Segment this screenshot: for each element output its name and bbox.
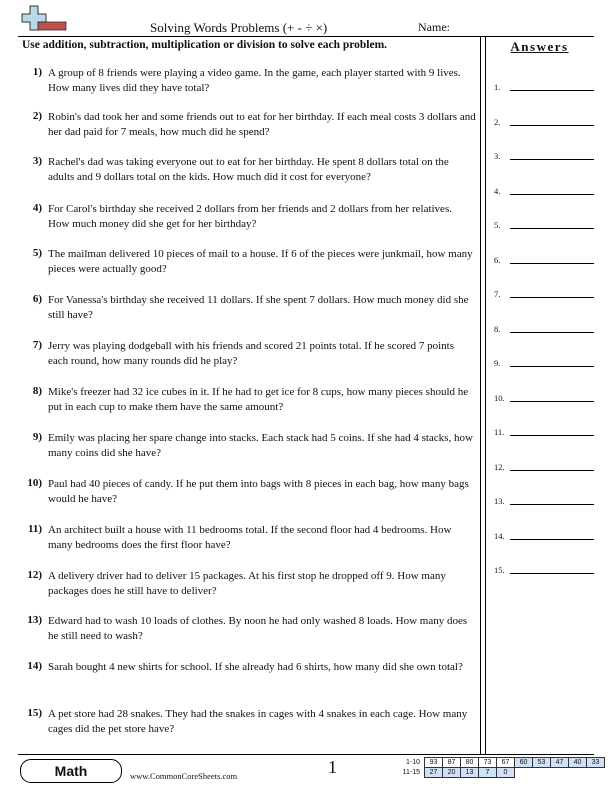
score-empty-cell (551, 768, 569, 778)
answer-line-8[interactable] (494, 320, 594, 334)
answer-line-10[interactable] (494, 389, 594, 403)
question-number: 9) (32, 431, 42, 443)
answer-line-15[interactable] (494, 561, 594, 575)
question-text: Paul had 40 pieces of candy. If he put them into bags with 8 pieces in each bag, how many bags would he have? (48, 478, 469, 505)
answer-line-9[interactable] (494, 354, 594, 368)
answer-blank[interactable] (510, 194, 594, 195)
score-table (398, 757, 605, 778)
answer-line-12[interactable] (494, 458, 594, 472)
answer-number: 12. (494, 462, 505, 472)
score-empty-cell (533, 768, 551, 778)
column-divider (480, 36, 486, 754)
answer-number: 9. (494, 358, 501, 368)
question-number: 8) (32, 385, 42, 397)
question-number: 3) (32, 155, 42, 167)
question-text: Sarah bought 4 new shirts for school. If she already had 6 shirts, how many did she own total? (48, 661, 463, 673)
answer-line-2[interactable] (494, 113, 594, 127)
question-text: Emily was placing her spare change into stacks. Each stack had 5 coins. If she had 4 stacks, how many coins did she have? (48, 432, 473, 459)
question-number: 2) (32, 110, 42, 122)
answer-blank[interactable] (510, 539, 594, 540)
answer-number: 11. (494, 427, 505, 437)
website-url: www.CommonCoreSheets.com (130, 771, 238, 781)
answer-blank[interactable] (510, 297, 594, 298)
question-number: 1) (32, 66, 42, 78)
question-number: 15) (27, 707, 42, 719)
answer-line-5[interactable] (494, 216, 594, 230)
answer-line-6[interactable] (494, 251, 594, 265)
question-text: Robin's dad took her and some friends out to eat for her birthday. If each meal costs 3 dollars and her dad paid for 7 meals, how much did he spend? (48, 111, 476, 138)
score-cell: 67 (497, 758, 515, 768)
score-cell: 87 (443, 758, 461, 768)
question-number: 10) (27, 477, 42, 489)
score-cell: 80 (461, 758, 479, 768)
score-empty-cell (515, 768, 533, 778)
answer-line-11[interactable] (494, 423, 594, 437)
question-text: Edward had to wash 10 loads of clothes. By noon he had only washed 8 loads. How many does he still need to wash? (48, 615, 468, 642)
score-row-1-10 (398, 758, 605, 768)
score-cell: 93 (425, 758, 443, 768)
answer-blank[interactable] (510, 228, 594, 229)
subject-badge: Math (20, 759, 122, 783)
answer-blank[interactable] (510, 366, 594, 367)
score-empty-cell (569, 768, 587, 778)
question-text: A pet store had 28 snakes. They had the snakes in cages with 4 snakes in each cage. How many cages did the pet store have? (48, 708, 468, 735)
question-number: 13) (27, 614, 42, 626)
answer-blank[interactable] (510, 159, 594, 160)
answer-blank[interactable] (510, 504, 594, 505)
score-cell: 27 (425, 768, 443, 778)
answer-line-1[interactable] (494, 78, 594, 92)
question-number: 7) (32, 339, 42, 351)
score-cell: 53 (533, 758, 551, 768)
answers-title: Answers (510, 39, 569, 54)
question-text: For Carol's birthday she received 2 dollars from her friends and 2 dollars from her relatives. How much money did she get for her birthday? (48, 203, 452, 230)
answer-blank[interactable] (510, 435, 594, 436)
answer-blank[interactable] (510, 470, 594, 471)
score-cell: 7 (479, 768, 497, 778)
answer-number: 3. (494, 151, 501, 161)
question-text: For Vanessa's birthday she received 11 dollars. If she spent 7 dollars. How much money did she still have? (48, 294, 469, 321)
answer-line-7[interactable] (494, 285, 594, 299)
answer-number: 14. (494, 531, 505, 541)
question-text: A group of 8 friends were playing a video game. In the game, each player started with 9 lives. How many lives did they have total? (48, 67, 461, 94)
answer-blank[interactable] (510, 573, 594, 574)
question-number: 5) (32, 247, 42, 259)
question-text: An architect built a house with 11 bedrooms total. If the second floor had 4 bedrooms. How many bedrooms does the first floor have? (48, 524, 452, 551)
answer-line-14[interactable] (494, 527, 594, 541)
answer-line-13[interactable] (494, 492, 594, 506)
question-text: Jerry was playing dodgeball with his friends and scored 21 points total. If he scored 7 points each round, how many rounds did he play? (48, 340, 455, 367)
instructions: Use addition, subtraction, multiplication or division to solve each problem. (22, 39, 388, 51)
answer-number: 1. (494, 82, 501, 92)
answer-number: 10. (494, 393, 505, 403)
score-row-label: 11-15 (402, 769, 420, 776)
plus-minus-logo-icon (20, 4, 68, 38)
score-cell: 73 (479, 758, 497, 768)
question-number: 6) (32, 293, 42, 305)
question-text: A delivery driver had to deliver 15 packages. At his first stop he dropped off 9. How many packages does he still have to deliver? (48, 570, 446, 597)
footer-divider (18, 754, 594, 755)
answer-number: 7. (494, 289, 501, 299)
answer-blank[interactable] (510, 90, 594, 91)
score-cell: 33 (587, 758, 605, 768)
page-number: 1 (328, 757, 337, 777)
answer-line-3[interactable] (494, 147, 594, 161)
answer-blank[interactable] (510, 263, 594, 264)
answer-blank[interactable] (510, 332, 594, 333)
answer-number: 5. (494, 220, 501, 230)
question-text: Rachel's dad was taking everyone out to eat for her birthday. He spent 8 dollars total on the adults and 9 dollars total on the kids. How much did it cost for everyone? (48, 156, 449, 183)
score-cell: 60 (515, 758, 533, 768)
answer-number: 15. (494, 565, 505, 575)
score-cell: 13 (461, 768, 479, 778)
name-label: Name: (418, 20, 450, 34)
answer-blank[interactable] (510, 401, 594, 402)
question-text: The mailman delivered 10 pieces of mail to a house. If 6 of the pieces were junkmail, how many pieces were actually good? (48, 248, 473, 275)
answer-number: 4. (494, 186, 501, 196)
header-divider (18, 36, 594, 37)
score-row-11-15 (398, 768, 605, 778)
score-empty-cell (587, 768, 605, 778)
answer-number: 8. (494, 324, 501, 334)
answer-number: 6. (494, 255, 501, 265)
question-number: 11) (27, 523, 42, 535)
score-cell: 20 (443, 768, 461, 778)
answer-number: 13. (494, 496, 505, 506)
score-cell: 0 (497, 768, 515, 778)
answer-number: 2. (494, 117, 501, 127)
question-number: 14) (27, 660, 42, 672)
score-cell: 47 (551, 758, 569, 768)
score-row-label: 1-10 (405, 759, 420, 766)
question-number: 12) (27, 569, 42, 581)
score-cell: 40 (569, 758, 587, 768)
question-number: 4) (32, 202, 42, 214)
answer-line-4[interactable] (494, 182, 594, 196)
question-text: Mike's freezer had 32 ice cubes in it. If he had to get ice for 8 cups, how many pieces should he put in each cup to make them have the same amount? (48, 386, 469, 413)
answer-blank[interactable] (510, 125, 594, 126)
worksheet-title: Solving Words Problems (+ - ÷ ×) (150, 20, 328, 35)
